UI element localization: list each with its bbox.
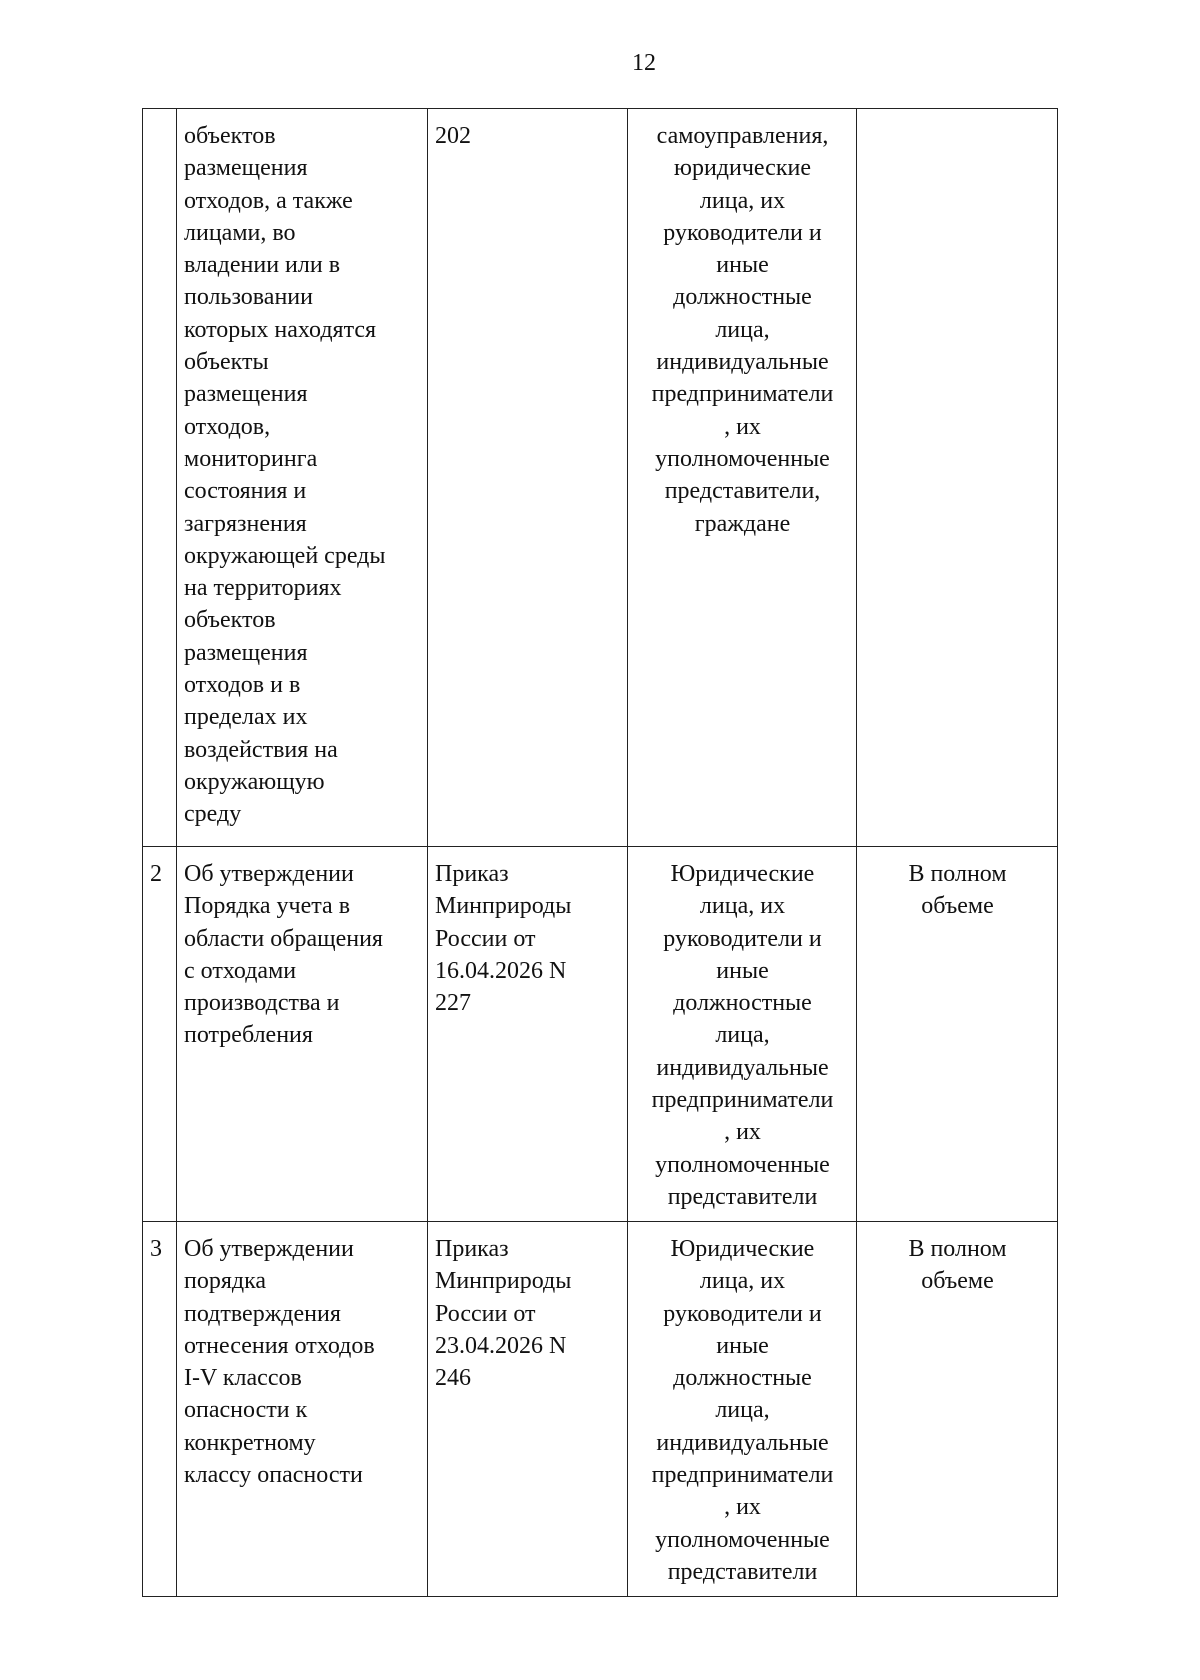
cell-text-line: лицами, во xyxy=(184,219,296,246)
cell-text-line: подтверждения xyxy=(184,1300,341,1327)
cell-text-line: Порядка учета в xyxy=(184,893,351,920)
cell-text-line: владении или в xyxy=(184,252,341,279)
cell-text-line: лица, их xyxy=(699,187,786,214)
cell-text-line: пределах их xyxy=(184,704,308,731)
cell-text-line: лица, их xyxy=(699,1268,786,1295)
cell-text-line: 23.04.2026 N xyxy=(435,1332,567,1359)
cell-text-line: , их xyxy=(724,413,761,440)
cell-text-line: области обращения xyxy=(184,925,383,952)
regulation-name-cell xyxy=(177,847,428,1222)
cell-text-line: лица, xyxy=(715,316,770,343)
obligated-subjects-cell xyxy=(628,847,857,1222)
legal-act-cell xyxy=(428,1222,628,1597)
cell-text-line: 227 xyxy=(435,990,471,1017)
regulations-table xyxy=(142,108,1058,1597)
page-number: 12 xyxy=(632,50,656,76)
cell-text-line: классу опасности xyxy=(184,1462,363,1489)
cell-text-line: производства и xyxy=(184,990,340,1017)
cell-text-line: индивидуальные xyxy=(656,349,829,376)
cell-text-line: Минприроды xyxy=(435,1268,572,1295)
cell-text-line: Юридические xyxy=(670,1236,815,1262)
legal-act-cell xyxy=(428,847,628,1222)
cell-text-line: 16.04.2026 N xyxy=(435,957,567,984)
cell-text-line: В полном xyxy=(908,1236,1007,1262)
cell-text-line: самоуправления, xyxy=(656,123,829,149)
cell-text-line: индивидуальные xyxy=(656,1054,829,1081)
cell-text-line: на территориях xyxy=(184,575,342,602)
cell-text-line: опасности к xyxy=(184,1397,308,1424)
cell-text-line: размещения xyxy=(184,639,308,666)
cell-text-line: порядка xyxy=(184,1268,267,1295)
cell-text-line: объеме xyxy=(921,1268,994,1295)
table-row xyxy=(143,847,1058,1222)
cell-text-line: которых находятся xyxy=(184,316,377,343)
table-row xyxy=(143,1222,1058,1597)
cell-text-line: 202 xyxy=(435,123,471,149)
application-scope-cell xyxy=(857,109,1058,847)
cell-text-line: состояния и xyxy=(184,478,307,505)
cell-text-line: юридические xyxy=(674,155,811,182)
cell-text-line: предприниматели xyxy=(651,1462,834,1489)
cell-text-line: иные xyxy=(716,1332,769,1359)
cell-text-line: должностные xyxy=(673,1365,812,1392)
cell-text-line: окружающую xyxy=(184,768,325,795)
row-number-cell xyxy=(143,109,177,847)
regulation-name-cell xyxy=(177,109,428,847)
cell-text-line: руководители и xyxy=(663,219,822,246)
cell-text-line: индивидуальные xyxy=(656,1429,829,1456)
cell-text-line: граждане xyxy=(694,510,791,537)
cell-text-line: представители xyxy=(667,1558,818,1585)
regulation-name-cell xyxy=(177,1222,428,1597)
cell-text-line: предприниматели xyxy=(651,1087,834,1114)
cell-text-line: лица, xyxy=(715,1022,770,1049)
cell-text-line: лица, xyxy=(715,1397,770,1424)
cell-text-line: объекты xyxy=(184,349,269,376)
cell-text-line: Приказ xyxy=(435,1236,509,1262)
cell-text-line: среду xyxy=(184,801,242,828)
table-body xyxy=(143,109,1058,1597)
cell-text-line: представители, xyxy=(664,478,821,505)
cell-text-line: размещения xyxy=(184,381,308,408)
cell-text-line: объеме xyxy=(921,893,994,920)
cell-text-line: уполномоченные xyxy=(655,1526,830,1553)
cell-text-line: России от xyxy=(435,1300,536,1327)
cell-text-line: отнесения отходов xyxy=(184,1332,375,1359)
cell-text-line: 246 xyxy=(435,1365,471,1392)
row-number-cell: 3 xyxy=(143,1222,177,1597)
application-scope-cell xyxy=(857,847,1058,1222)
cell-text-line: , их xyxy=(724,1494,761,1521)
obligated-subjects-cell xyxy=(628,1222,857,1597)
cell-text-line: конкретному xyxy=(184,1429,316,1456)
cell-text-line: руководители и xyxy=(663,925,822,952)
cell-text-line: объектов xyxy=(184,123,276,149)
cell-text-line: отходов, xyxy=(184,413,271,440)
cell-text-line: воздействия на xyxy=(184,736,338,763)
table-row xyxy=(143,109,1058,847)
cell-text-line: окружающей среды xyxy=(184,542,386,569)
application-scope-cell xyxy=(857,1222,1058,1597)
cell-text-line: предприниматели xyxy=(651,381,834,408)
cell-text-line: должностные xyxy=(673,284,812,311)
legal-act-cell xyxy=(428,109,628,847)
cell-text-line: с отходами xyxy=(184,957,297,984)
cell-text-line: иные xyxy=(716,252,769,279)
row-number-cell: 2 xyxy=(143,847,177,1222)
obligated-subjects-cell xyxy=(628,109,857,847)
cell-text-line: Юридические xyxy=(670,861,815,887)
cell-text-line: потребления xyxy=(184,1022,313,1049)
cell-text-line: Об утверждении xyxy=(184,1236,354,1262)
cell-text-line: Минприроды xyxy=(435,893,572,920)
cell-text-line: размещения xyxy=(184,155,308,182)
cell-text-line: мониторинга xyxy=(184,445,318,472)
cell-text-line: объектов xyxy=(184,607,276,634)
cell-text-line: В полном xyxy=(908,861,1007,887)
cell-text-line: России от xyxy=(435,925,536,952)
cell-text-line: I-V классов xyxy=(184,1365,302,1392)
cell-text-line: иные xyxy=(716,957,769,984)
cell-text-line: пользовании xyxy=(184,284,313,311)
cell-text-line: отходов, а также xyxy=(184,187,353,214)
cell-text-line: загрязнения xyxy=(184,510,307,537)
cell-text-line: уполномоченные xyxy=(655,1151,830,1178)
cell-text-line: руководители и xyxy=(663,1300,822,1327)
cell-text-line: должностные xyxy=(673,990,812,1017)
cell-text-line: , их xyxy=(724,1119,761,1146)
cell-text-line: отходов и в xyxy=(184,672,301,699)
cell-text-line: представители xyxy=(667,1183,818,1210)
cell-text-line: Об утверждении xyxy=(184,861,354,887)
cell-text-line: Приказ xyxy=(435,861,509,887)
cell-text-line: лица, их xyxy=(699,893,786,920)
cell-text-line: уполномоченные xyxy=(655,445,830,472)
